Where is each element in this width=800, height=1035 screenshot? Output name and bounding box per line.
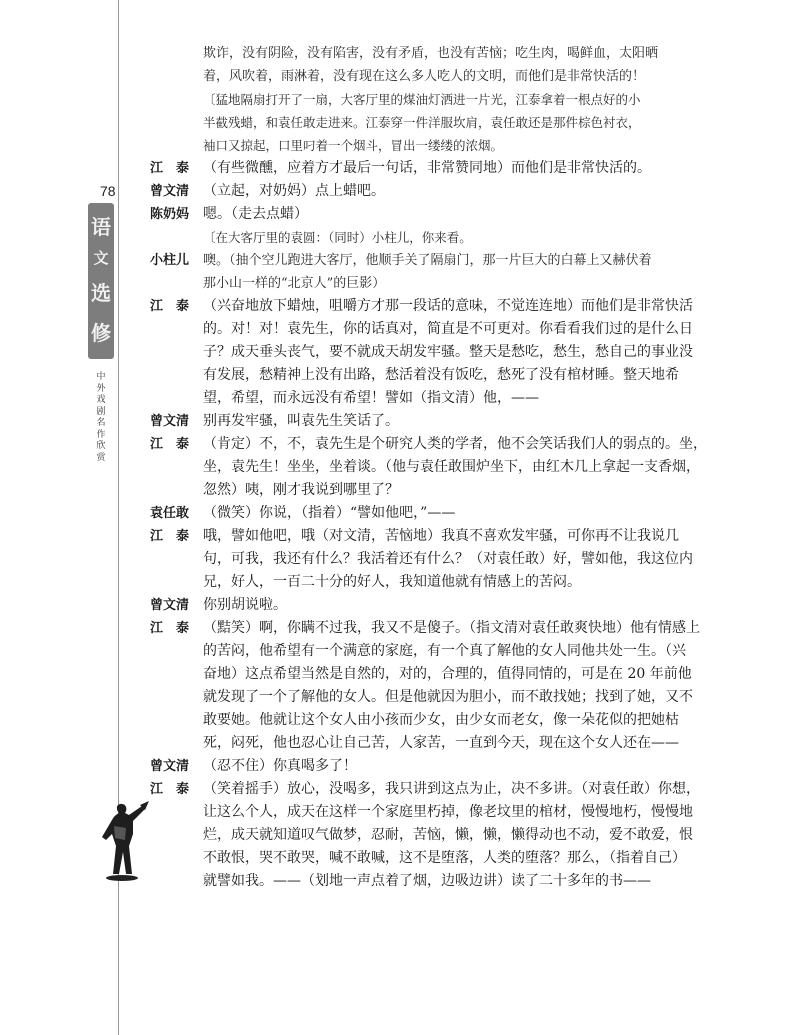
section-tab-char: 语	[91, 215, 111, 239]
text-line	[150, 387, 710, 410]
speaker-name: 曾文清	[150, 414, 190, 429]
text-line	[150, 502, 710, 525]
subtitle-char: 戏	[96, 395, 106, 405]
line-text: （立起，对奶妈）点上蜡吧。	[203, 183, 385, 199]
line-text: 死，闷死，他也忍心让自己苦，人家苦，一直到今天，现在这个女人还在——	[203, 735, 679, 751]
section-tab-char: 选	[91, 281, 111, 305]
text-line	[150, 341, 710, 364]
line-text: 不敢恨，哭不敢哭，喊不敢喊，这不是堕落，人类的堕落？那么，（指着自己）	[203, 850, 686, 866]
text-line	[150, 42, 710, 65]
speaker-name: 曾文清	[150, 184, 190, 199]
line-text: 奋地）这点希望当然是自然的，对的，合理的，值得同情的，可是在 20 年前他	[203, 666, 692, 682]
speaker-name: 小柱儿	[150, 253, 190, 268]
line-text: 的。对！对！袁先生，你的话真对，简直是不可更对。你看看我们过的是什么日	[203, 321, 693, 337]
text-line	[150, 824, 710, 847]
line-text: 噢。（抽个空儿跑进大客厅，他顺手关了隔扇门，那一片巨大的白幕上又赫伏着	[203, 253, 652, 268]
line-text: 敢要她。他就让这个女人由小孩而少女，由少女而老女，像一朵花似的把她枯	[203, 712, 679, 728]
book-subtitle	[94, 372, 108, 464]
subtitle-char: 名	[96, 418, 106, 428]
text-line	[150, 180, 710, 203]
text-line	[150, 88, 710, 111]
page-number: 78	[100, 183, 116, 199]
line-text: 的苦闷，他希望有一个满意的家庭，有一个真了解他的女人同他共处一生。（兴	[203, 643, 686, 659]
text-line	[150, 295, 710, 318]
text-line	[150, 157, 710, 180]
text-line	[150, 134, 710, 157]
text-line	[150, 732, 710, 755]
script-text	[150, 42, 710, 893]
subtitle-char: 赏	[96, 452, 106, 463]
line-text: 就譬如我。——（划地一声点着了烟，边吸边讲）读了二十多年的书——	[203, 873, 651, 889]
line-text: 别再发牢骚，叫袁先生笑话了。	[203, 413, 399, 429]
speaker-name: 陈奶妈	[150, 207, 190, 222]
stage-direction-text: 〔猛地隔扇打开了一扇，大客厅里的煤油灯洒进一片光，江泰拿着一根点好的小	[203, 92, 641, 107]
line-text: 忽然）咦，刚才我说到哪里了？	[203, 482, 399, 498]
text-line	[150, 801, 710, 824]
section-tab-char: 文	[93, 249, 109, 267]
line-text: 着，风吹着，雨淋着，没有现在这么多人吃人的文明，而他们是非常快活的！	[203, 69, 646, 84]
line-text: 嗯。（走去点蜡）	[203, 206, 308, 222]
text-line	[150, 111, 710, 134]
line-text: 坐，袁先生！坐坐，坐着谈。（他与袁任敢围炉坐下，由红木几上拿起一支香烟，	[203, 459, 700, 475]
warrior-figure-icon	[96, 800, 150, 882]
text-line	[150, 847, 710, 870]
text-line	[150, 548, 710, 571]
text-line	[150, 640, 710, 663]
stage-direction-text: 袖口又掠起，口里叼着一个烟斗，冒出一缕缕的浓烟。	[203, 138, 504, 153]
line-text: 句，可我，我还有什么？我活着还有什么？（对袁任敢）好，譬如他，我这位内	[203, 551, 693, 567]
subtitle-char: 剧	[96, 406, 106, 417]
text-line	[150, 870, 710, 893]
line-text: （忍不住）你真喝多了！	[203, 758, 357, 774]
text-line	[150, 594, 710, 617]
text-line	[150, 571, 710, 594]
line-text: 兄，好人，一百二十分的好人，我知道他就有情感上的苦闷。	[203, 574, 581, 590]
speaker-name: 江 泰	[150, 621, 190, 636]
text-line	[150, 272, 710, 295]
section-tab-char: 修	[91, 321, 111, 345]
line-text: （微笑）你说，（指着）“譬如他吧，”——	[203, 505, 456, 521]
line-text: 让这么个人，成天在这样一个家庭里朽掉，像老坟里的棺材，慢慢地朽，慢慢地	[203, 804, 693, 820]
subtitle-char: 欣	[96, 441, 106, 451]
speaker-name: 袁任敢	[150, 506, 190, 521]
line-text: 欺诈，没有阴险，没有陷害，没有矛盾，也没有苦恼；吃生肉，喝鲜血，太阳晒	[203, 46, 659, 61]
text-line	[150, 249, 710, 272]
line-text: 有发展，愁精神上没有出路，愁活着没有饭吃，愁死了没有棺材睡。整天地希	[203, 367, 679, 383]
text-line	[150, 525, 710, 548]
speaker-name: 曾文清	[150, 759, 190, 774]
text-line	[150, 226, 710, 249]
text-line	[150, 433, 710, 456]
line-text: 烂，成天就知道叹气做梦，忍耐，苦恼，懒，懒，懒得动也不动，爱不敢爱，恨	[203, 827, 693, 843]
line-text: （有些微醺，应着方才最后一句话，非常赞同地）而他们是非常快活的。	[203, 160, 651, 176]
subtitle-char: 作	[96, 429, 106, 440]
line-text: 你别胡说啦。	[203, 597, 287, 613]
text-line	[150, 65, 710, 88]
text-line	[150, 318, 710, 341]
text-line	[150, 778, 710, 801]
text-line	[150, 755, 710, 778]
speaker-name: 江 泰	[150, 299, 190, 314]
stage-direction-text: 〔在大客厅里的袁圆：（同时）小柱儿，你来看。	[203, 230, 472, 245]
text-line	[150, 479, 710, 502]
line-text: （黠笑）啊，你瞒不过我，我又不是傻子。（指文清对袁任敢爽快地）他有情感上	[203, 620, 700, 636]
text-line	[150, 456, 710, 479]
speaker-name: 江 泰	[150, 782, 190, 797]
stage-direction-text: 半截残蜡，和袁任敢走进来。江泰穿一件洋服坎肩，袁任敢还是那件棕色衬衣，	[203, 115, 641, 130]
text-line	[150, 709, 710, 732]
line-text: （笑着摇手）放心，没喝多，我只讲到这点为止，决不多讲。（对袁任敢）你想，	[203, 781, 700, 797]
line-text: 子？成天垂头丧气，要不就成天胡发牢骚。整天是愁吃，愁生，愁自己的事业没	[203, 344, 693, 360]
line-text: 哦，譬如他吧，哦（对文清，苦恼地）我真不喜欢发牢骚，可你再不让我说几	[203, 528, 679, 544]
line-text: 那小山一样的“北京人”的巨影）	[203, 276, 386, 291]
subtitle-char: 外	[96, 383, 106, 394]
subtitle-char: 中	[96, 372, 106, 382]
text-line	[150, 617, 710, 640]
section-tab	[88, 203, 114, 359]
text-line	[150, 686, 710, 709]
line-text: （肯定）不，不，袁先生是个研究人类的学者，他不会笑话我们人的弱点的。坐，	[203, 436, 707, 452]
text-line	[150, 663, 710, 686]
speaker-name: 江 泰	[150, 161, 190, 176]
text-line	[150, 203, 710, 226]
speaker-name: 江 泰	[150, 529, 190, 544]
speaker-name: 江 泰	[150, 437, 190, 452]
text-line	[150, 364, 710, 387]
text-line	[150, 410, 710, 433]
line-text: 望，希望，而永远没有希望！譬如（指文清）他，——	[203, 390, 539, 406]
speaker-name: 曾文清	[150, 598, 190, 613]
line-text: （兴奋地放下蜡烛，咀嚼方才那一段话的意味，不觉连连地）而他们是非常快活	[203, 298, 693, 314]
line-text: 就发现了一个了解他的女人。但是他就因为胆小，而不敢找她；找到了她，又不	[203, 689, 693, 705]
